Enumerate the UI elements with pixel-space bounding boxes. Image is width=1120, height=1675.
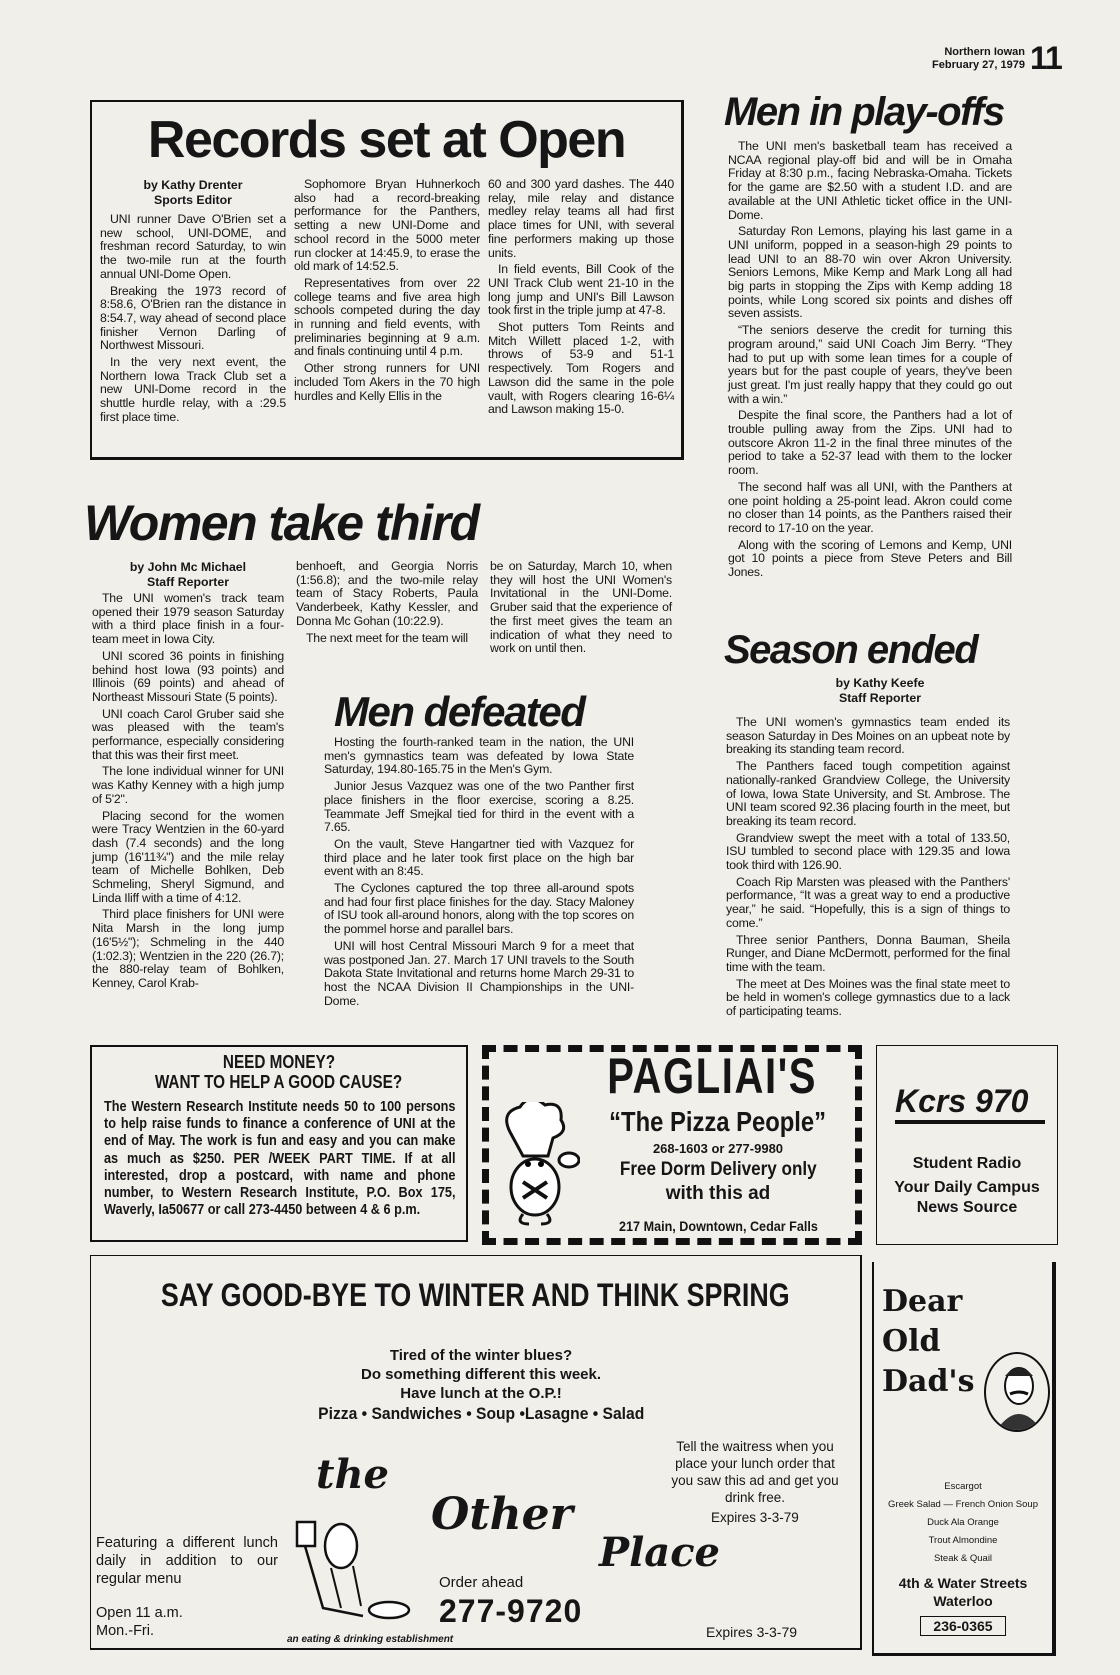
waiter-illustration [291, 1518, 421, 1628]
issue-date: February 27, 1979 [932, 59, 1025, 71]
ad-headline: NEED MONEY? [222, 1052, 336, 1072]
playoffs-headline: Men in play-offs [724, 90, 1004, 134]
chef-illustration [495, 1102, 580, 1227]
order-ahead: Order ahead [439, 1574, 524, 1591]
address-wrap [581, 1218, 855, 1234]
ad-pagliais [482, 1045, 862, 1245]
restaurant-tagline-wrap [581, 1106, 855, 1138]
ad-headline-wrap [92, 1052, 466, 1072]
paragraph: “The seniors deserve the credit for turning this program around,” said UNI Coach Jim Berry. “They had to put up with some lean times for a couple of years but for the past couple of years, they've been just great. I'm just really happy that they could go out with a win.” [728, 323, 1012, 406]
paragraph: Saturday Ron Lemons, playing his last game in a UNI uniform, popped in a season-high 29 points to lead UNI to an 88-70 win over Akron University. Seniors Lemons, Mike Kemp and Mark Long all had big parts in stopping the Zips with Kemp adding 18 points, while Long scored six points and dishes off seven assists. [728, 224, 1012, 321]
address: 217 Main, Downtown, Cedar Falls [618, 1218, 818, 1234]
ad-dear-old-dads [872, 1262, 1056, 1656]
offer-line-2: with this ad [665, 1183, 771, 1204]
logo-place: Place [599, 1529, 720, 1576]
records-col-1-text [100, 213, 286, 425]
paragraph: Other strong runners for UNI included Tom Akers in the 70 high hurdles and Kelly Ellis in the [294, 361, 480, 403]
byline [92, 560, 284, 589]
ad-headline: SAY GOOD-BYE TO WINTER AND THINK SPRING [161, 1277, 790, 1313]
ad-kcrs [876, 1045, 1058, 1245]
restaurant-tagline: “The Pizza People” [609, 1106, 827, 1137]
portrait-illustration [984, 1352, 1050, 1432]
dads-menu [874, 1478, 1052, 1568]
phone-numbers-wrap [581, 1141, 855, 1157]
byline-name: by John Mc Michael [129, 560, 247, 574]
ad-other-place [90, 1255, 862, 1650]
paragraph: benhoeft, and Georgia Norris (1:56.8); and the two-mile relay team of Stacy Roberts, Paula Vanderbeek, Kathy Kessler, and Donna Mc Gohan (10:22.9). [296, 559, 478, 628]
paragraph: Along with the scoring of Lemons and Kemp, UNI got 10 points a piece from Steve Peters and Bill Jones. [728, 537, 1012, 580]
dads-city: Waterloo [933, 1593, 993, 1609]
ad-need-money [90, 1045, 468, 1242]
paragraph: Sophomore Bryan Huhnerkoch also had a record-breaking performance for the Panthers, setting a new UNI-Dome and school record in the 5000 meter run clocker at 14:45.9, to erase the old mark of 14:52.5. [294, 177, 480, 274]
byline-name: by Kathy Keefe [835, 676, 925, 690]
paragraph: Junior Jesus Vazquez was one of the two Panther first place finishers in the floor exercise, scoring a 8.25. Teammate Jeff Smejkal tied for third in the event with a 7.65. [324, 779, 634, 835]
kcrs-line-2: Your Daily Campus [894, 1179, 1040, 1196]
portrait-icon [986, 1354, 1050, 1432]
paragraph: The second half was all UNI, with the Panthers at one point holding a 25-point lead. Akron could come no closer than 14 points, as the Panthers raised their record to 17-10 on the year. [728, 479, 1012, 535]
kcrs-logo: Kcrs 970 [895, 1082, 1045, 1124]
restaurant-name: PAGLIAI'S [607, 1048, 817, 1104]
tell-waitress-text: Tell the waitress when you place your lunch order that you saw this ad and get you drink free. [671, 1439, 839, 1505]
paragraph: The UNI women's gymnastics team ended its season Saturday in Des Moines on an upbeat note by breaking its standing team record. [726, 715, 1010, 757]
women-col-2-text [296, 560, 478, 648]
women-headline: Women take third [84, 495, 479, 551]
records-col-1 [100, 178, 286, 428]
paragraph: 60 and 300 yard dashes. The 440 relay, mile relay and distance medley relay teams all had first place times for UNI, with several fine performers making up those units. [488, 177, 674, 260]
offer-line-1: Free Dorm Delivery only [619, 1159, 817, 1180]
waiter-icon [291, 1518, 421, 1628]
ad-subheadline-wrap [92, 1072, 466, 1092]
hours [96, 1604, 183, 1640]
paragraph: be on Saturday, March 10, when they will host the UNI Women's Invitational in the UNI-Dome. Gruber said that the experience of the first meet gives the team an indication of what they need to work on until then. [490, 559, 672, 656]
paragraph: Breaking the 1973 record of 8:58.6, O'Brien ran the distance in 8:54.7, way ahead of second place finisher Vernon Darling of Northwest Missouri. [100, 283, 286, 353]
paragraph: In field events, Bill Cook of the UNI Track Club went 21-10 in the long jump and UNI's Bill Lawson took first in the triple jump at 47-8. [488, 262, 674, 318]
dads-phone: 236-0365 [920, 1616, 1006, 1636]
paragraph: Representatives from over 22 college teams and five area high schools competed during the day in running and field events, with preliminaries beginning at 9 a.m. and finals continuing until 4 p.m. [294, 275, 480, 359]
menu-item: Trout Almondine [928, 1535, 998, 1546]
hours-line: Open 11 a.m. [96, 1605, 183, 1621]
dads-logo: Dear Old Dad's [882, 1284, 975, 1399]
records-col-2-text [294, 178, 480, 406]
paragraph: Despite the final score, the Panthers had a lot of trouble pulling away from the Zips. UNI had to outscore Akron 11-2 in the final three minutes of the period to take a 52-37 lead with them to the locker room. [728, 408, 1012, 478]
paragraph: UNI coach Carol Gruber said she was pleased with the team's performance, especially considering that this was their first meet. [92, 706, 284, 762]
intro-line: Do something different this week. [360, 1366, 602, 1383]
offer-line-1-wrap [581, 1159, 855, 1181]
menu-item: Steak & Quail [933, 1553, 993, 1564]
paragraph: Three senior Panthers, Donna Bauman, Sheila Runger, and Diane McDermott, performed for the final time with the team. [726, 932, 1010, 974]
expires-bottom: Expires 3-3-79 [706, 1624, 798, 1640]
logo-the: the [316, 1451, 390, 1498]
menu-item: Greek Salad — French Onion Soup [888, 1499, 1038, 1510]
paragraph: UNI scored 36 points in finishing behind host Iowa (93 points) and Illinois (69 points) and ahead of Northeast Missouri State (5 points). [92, 648, 284, 704]
featuring-text: Featuring a different lunch daily in addition to our regular menu [96, 1535, 278, 1587]
order-phone: 277-9720 [439, 1593, 583, 1629]
intro-line: Have lunch at the O.P.! [400, 1385, 562, 1402]
chef-icon [495, 1102, 580, 1227]
paragraph: Placing second for the women were Tracy Wentzien in the 60-yard dash (7.4 seconds) and the long jump (16'11¾") and the mile relay team of Michelle Bohlken, Deb Schmeling, Sheryl Sigmund, and Linda Iliff with a time of 4:12. [92, 808, 284, 905]
offer-line-2-wrap [581, 1183, 855, 1205]
paragraph: UNI runner Dave O'Brien set a new school, UNI-DOME, and freshman record Saturday, to win the two-mile run at the fourth annual UNI-Dome Open. [100, 212, 286, 281]
byline-name: by Kathy Drenter [143, 178, 243, 192]
paragraph: On the vault, Steve Hangartner tied with Vazquez for third place and he later took first place on the high bar event with an 8:45. [324, 836, 634, 879]
phone-numbers: 268-1603 or 277-9980 [652, 1141, 784, 1156]
records-article [90, 100, 684, 460]
paper-name: Northern Iowan [944, 46, 1025, 58]
defeated-headline: Men defeated [334, 688, 585, 735]
ad-body: The Western Research Institute needs 50 to 100 persons to help raise funds to finance a conference of UNI at the end of May. The work is fun and easy and you can make as much as $250. PER /WEEK PART TIME. If at all interested, drop a postcard, with name and phone number, to Western Research Institute, P.O. Box 175, Waverly, Ia50677 or call 273-4450 between 4 & 6 p.m. [104, 1099, 456, 1219]
restaurant-name-wrap [569, 1048, 855, 1104]
women-col-3-text [490, 560, 672, 659]
playoffs-text [728, 140, 1012, 583]
paragraph: The next meet for the team will [306, 630, 468, 645]
paragraph: Third place finishers for UNI were Nita Marsh in the long jump (16'5½"); Schmeling in the 440 (1:02.3); Wentzien in the 220 (26.7); the 880-relay team of Bohlken, Kenney, Carol Krab- [92, 907, 284, 990]
paragraph: Shot putters Tom Reints and Mitch Willett placed 1-2, with throws of 53-9 and 51-1 respectively. Tom Rogers and Lawson did the same in the pole vault, with Rogers clearing 16-6¼ and Lawson making 15-0. [488, 320, 674, 417]
paragraph: Hosting the fourth-ranked team in the nation, the UNI men's gymnastics team was defeated by Iowa State Saturday, 194.80-165.75 in the Men's Gym. [324, 735, 634, 777]
season-headline: Season ended [724, 628, 978, 672]
paragraph: In the very next event, the Northern Iowa Track Club set a new UNI-Dome record in the shuttle hurdle relay, with a :29.5 first place time. [100, 355, 286, 424]
menu-line-wrap [281, 1403, 681, 1424]
records-col-3-text [488, 178, 674, 420]
paragraph: The Panthers faced tough competition against nationally-ranked Grandview College, the University of Iowa, Iowa State University, and St. Ambrose. The UNI team scored 92.36 placing fourth in the meet, but breaking its team record. [726, 759, 1010, 828]
byline-role: Staff Reporter [147, 574, 229, 589]
paragraph: The meet at Des Moines was the final state meet to be held in women's college gymnastics due to a lack of participating teams. [726, 976, 1010, 1019]
menu-line: Pizza • Sandwiches • Soup •Lasagne • Salad [317, 1404, 645, 1423]
menu-item: Duck Ala Orange [927, 1517, 999, 1528]
expires-top: Expires 3-3-79 [711, 1510, 799, 1525]
intro-line: Tired of the winter blues? [389, 1347, 573, 1364]
byline [780, 676, 980, 705]
paragraph: UNI will host Central Missouri March 9 for a meet that was postponed Jan. 27. March 17 UNI travels to the South Dakota State Invitational and returns home March 29-31 to host the NCAA Division II Championships in the UNI-Dome. [324, 938, 634, 1008]
paragraph: The UNI women's track team opened their 1979 season Saturday with a third place finish in a four-team meet in Iowa City. [92, 591, 284, 647]
establishment-tagline: an eating & drinking establishment [287, 1634, 454, 1645]
defeated-text [324, 736, 634, 1011]
paragraph: The UNI men's basketball team has received a NCAA regional play-off bid and will be in Omaha Friday at 8:30 p.m., facing Nebraska-Omaha. Tickets for the game are $2.50 with a student I.D. and are available at the UNI Athletic ticket office in the UNI-Dome. [728, 139, 1012, 222]
paragraph: Coach Rip Marsten was pleased with the Panthers' performance, “It was a great way to end a productive year,” he said. “Hopefully, this is a sign of things to come.” [726, 874, 1010, 930]
women-col-1-text [92, 592, 284, 991]
dads-address: 4th & Water Streets [898, 1575, 1028, 1591]
paragraph: Grandview swept the meet with a total of 133.50, ISU tumbled to second place with 129.35 and Iowa took third with 126.90. [726, 830, 1010, 873]
hours-line: Mon.-Fri. [96, 1623, 154, 1639]
logo-other: Other [431, 1489, 573, 1540]
kcrs-line-3: News Source [916, 1199, 1018, 1216]
women-col-1 [92, 560, 284, 994]
ad-subheadline: WANT TO HELP A GOOD CAUSE? [155, 1072, 403, 1092]
ad-headline-wrap [91, 1276, 860, 1314]
byline-role: Sports Editor [154, 192, 232, 207]
menu-item: Escargot [944, 1481, 982, 1492]
paragraph: The lone individual winner for UNI was Kathy Kenney with a high jump of 5'2". [92, 764, 284, 806]
byline-role: Staff Reporter [839, 690, 921, 705]
ad-intro [281, 1346, 681, 1424]
paragraph: The Cyclones captured the top three all-around spots and had four first place finishes for the day. Stacy Maloney of ISU took all-around honors, along with the top scores on the pommel horse and parallel bars. [324, 881, 634, 937]
byline [100, 178, 286, 207]
season-text [726, 716, 1010, 1022]
masthead [930, 40, 1070, 80]
page-number: 11 [1030, 40, 1062, 76]
records-headline: Records set at Open [147, 111, 626, 169]
kcrs-line-1: Student Radio [912, 1155, 1022, 1172]
